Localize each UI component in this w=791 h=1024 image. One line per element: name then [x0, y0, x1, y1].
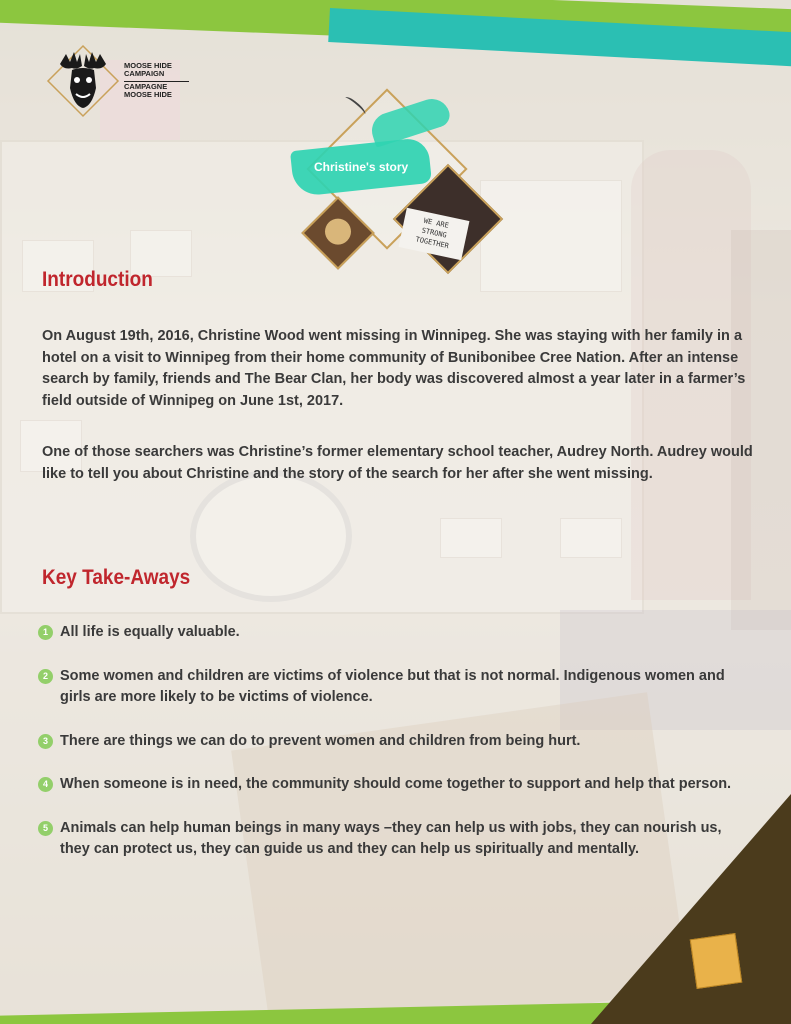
number-badge: 4: [38, 777, 53, 792]
introduction-heading: Introduction: [42, 268, 153, 292]
takeaway-item: [38, 731, 738, 753]
moose-head-icon: [46, 44, 120, 118]
takeaway-text: Animals can help human beings in many ways –they can help us with jobs, they can nourish us, they can protect us, they can guide us and they can help us spiritually and mentally.: [60, 819, 722, 857]
introduction-paragraph: One of those searchers was Christine’s former elementary school teacher, Audrey North. Audrey would like to tell you about Christine and the story of the search for her after she went missing.: [42, 444, 753, 482]
number-badge: 3: [38, 734, 53, 749]
christines-story-graphic: [292, 92, 502, 277]
feather-icon: [342, 95, 367, 118]
takeaway-list: [38, 622, 738, 883]
moose-hide-campaign-logo: [46, 44, 196, 124]
takeaway-item: [38, 818, 738, 861]
number-badge: 1: [38, 625, 53, 640]
takeaway-text: When someone is in need, the community should come together to support and help that person.: [60, 776, 732, 792]
takeaway-item: [38, 622, 738, 644]
takeaway-item: [38, 666, 738, 709]
key-takeaways-heading: Key Take-Aways: [42, 566, 191, 590]
takeaway-text: There are things we can do to prevent women and children from being hurt.: [60, 732, 581, 749]
introduction-paragraph: On August 19th, 2016, Christine Wood went missing in Winnipeg. She was staying with her family in a hotel on a visit to Winnipeg from their home community of Bunibonibee Cree Nation. After an intense search by family, friends and The Bear Clan, her body was discovered almost a year later in a farmer’s field outside of Winnipeg on June 1st, 2017.: [42, 328, 746, 409]
takeaway-text: Some women and children are victims of violence but that is not normal. Indigenous women and girls are more likely to be victims of violence.: [60, 667, 725, 705]
logo-name-english: MOOSE HIDE CAMPAIGN: [124, 61, 172, 78]
story-title: Christine's story: [314, 160, 409, 174]
sign-photo-text: WE ARE STRONG TOGETHER: [399, 208, 470, 260]
logo-name-french: CAMPAGNE MOOSE HIDE: [124, 82, 172, 99]
takeaway-text: All life is equally valuable.: [60, 624, 240, 640]
moose-hide-pin-icon: [690, 933, 743, 989]
number-badge: 2: [38, 669, 53, 684]
number-badge: 5: [38, 821, 53, 836]
takeaway-item: [38, 774, 738, 796]
